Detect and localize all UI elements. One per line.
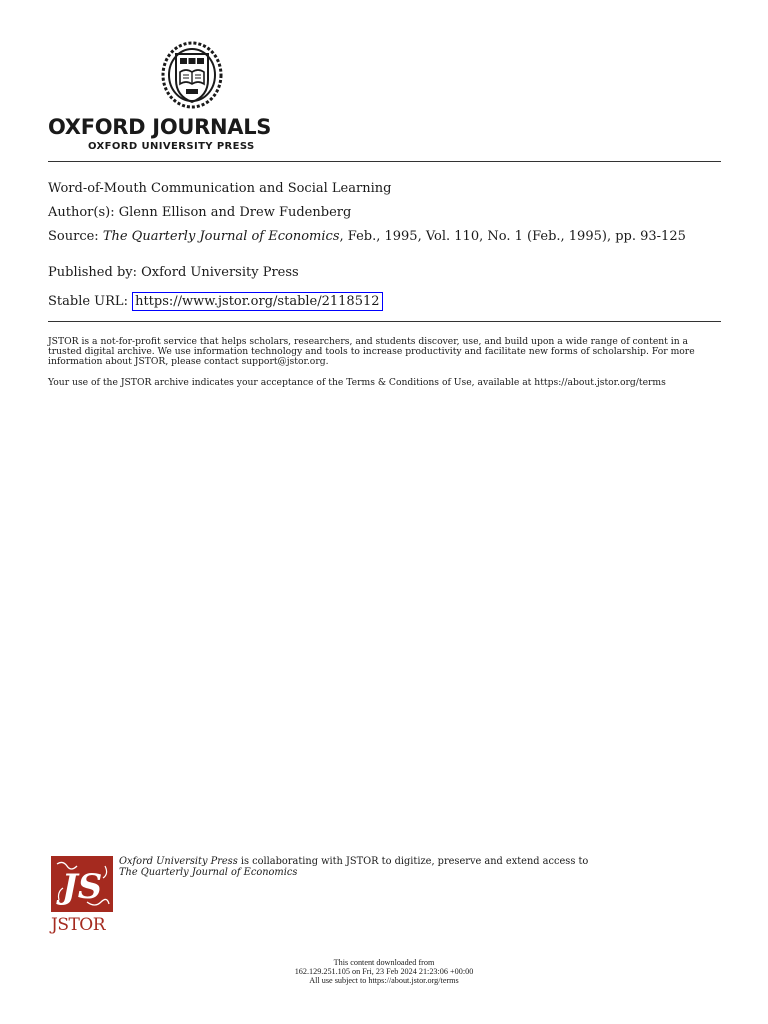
brand-title: OXFORD JOURNALS bbox=[48, 115, 272, 139]
footer-line-1: This content downloaded from bbox=[333, 958, 435, 967]
source-label: Source: bbox=[48, 229, 103, 244]
footer-line-2: 162.129.251.105 on Fri, 23 Feb 2024 21:23:06 +00:00 bbox=[294, 967, 474, 976]
jstor-mark-letters: JS bbox=[61, 867, 103, 907]
oxford-seal-icon bbox=[160, 40, 224, 110]
oxford-journals-logo bbox=[48, 40, 348, 156]
collab-statement: is collaborating with JSTOR to digitize, preserve and extend access to bbox=[237, 856, 589, 867]
stable-url-line bbox=[48, 292, 724, 311]
article-publisher: Published by: Oxford University Press bbox=[48, 265, 299, 280]
article-source bbox=[48, 229, 724, 244]
article-authors: Author(s): Glenn Ellison and Drew Fudenberg bbox=[48, 205, 352, 220]
collaboration-statement bbox=[119, 856, 719, 878]
source-journal: The Quarterly Journal of Economics bbox=[102, 229, 340, 244]
terms-notice: Your use of the JSTOR archive indicates your acceptance of the Terms & Conditions of Use, available at https://about.jstor.org/terms bbox=[48, 377, 666, 388]
article-title: Word-of-Mouth Communication and Social Learning bbox=[48, 181, 392, 196]
jstor-js-mark-icon bbox=[51, 856, 113, 912]
brand-subtitle: OXFORD UNIVERSITY PRESS bbox=[88, 141, 255, 152]
source-details: , Feb., 1995, Vol. 110, No. 1 (Feb., 1995), pp. 93-125 bbox=[339, 229, 686, 244]
jstor-logo bbox=[51, 856, 114, 936]
footer-line-3: All use subject to https://about.jstor.org/terms bbox=[309, 976, 459, 985]
stable-url-link[interactable]: https://www.jstor.org/stable/2118512 bbox=[132, 292, 382, 311]
collab-journal: The Quarterly Journal of Economics bbox=[119, 867, 298, 878]
jstor-wordmark: JSTOR bbox=[51, 915, 106, 935]
middle-divider bbox=[48, 321, 721, 322]
collab-publisher: Oxford University Press bbox=[119, 856, 238, 867]
jstor-notice: JSTOR is a not-for-profit service that helps scholars, researchers, and students discover, use, and build upon a wide range of content in a trusted digital archive. We use information technology and tools to increase productivity and facilitate new forms of scholarship. For more information about JSTOR, please contact support@jstor.org. bbox=[48, 336, 695, 367]
download-footer bbox=[0, 958, 768, 985]
top-divider bbox=[48, 161, 721, 162]
stable-url-label: Stable URL: bbox=[48, 294, 133, 309]
